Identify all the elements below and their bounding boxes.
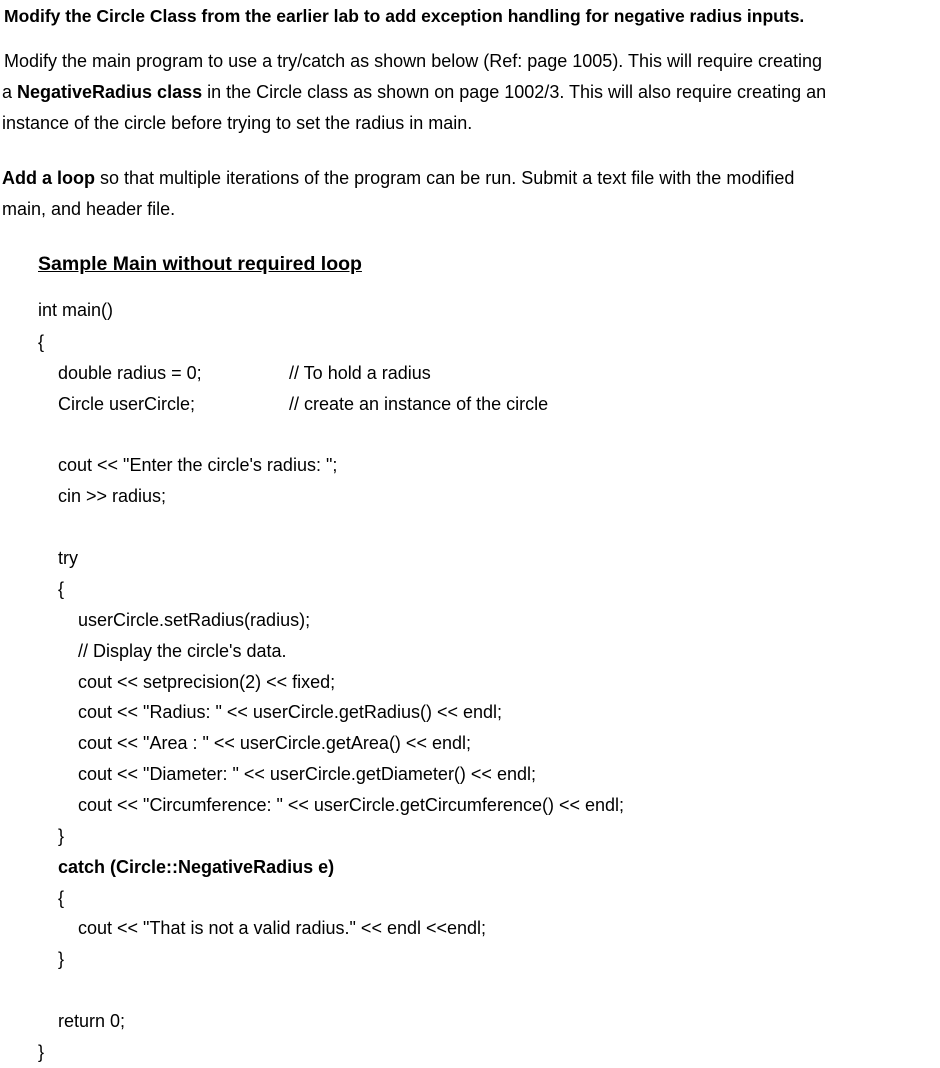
- code-open-try-brace: {: [58, 579, 65, 599]
- paragraph1-line2: [2, 82, 826, 104]
- code-open-main-brace: {: [38, 332, 45, 352]
- code-close-try-brace: }: [58, 826, 65, 846]
- code-set-radius: userCircle.setRadius(radius);: [78, 610, 311, 630]
- code-main-signature: int main(): [38, 300, 114, 320]
- paragraph1-line3: instance of the circle before trying to set the radius in main.: [2, 113, 473, 133]
- code-try-keyword: try: [58, 548, 78, 568]
- code-comment-circle: // create an instance of the circle: [289, 394, 549, 414]
- paragraph2-line1: [2, 168, 794, 190]
- code-decl-circle: Circle userCircle;: [58, 394, 196, 414]
- code-cout-radius: cout << "Radius: " << userCircle.getRadius() << endl;: [78, 702, 503, 722]
- page-heading: Modify the Circle Class from the earlier lab to add exception handling for negative radius inputs.: [4, 6, 805, 26]
- sample-title: Sample Main without required loop: [38, 253, 362, 275]
- code-comment-radius: // To hold a radius: [289, 363, 431, 383]
- code-cout-invalid: cout << "That is not a valid radius." << endl <<endl;: [78, 918, 487, 938]
- code-cout-diameter: cout << "Diameter: " << userCircle.getDiameter() << endl;: [78, 764, 536, 784]
- paragraph2-line1-suffix: so that multiple iterations of the program can be run. Submit a text file with the modified: [95, 168, 795, 188]
- code-open-catch-brace: {: [58, 888, 65, 908]
- code-cout-precision: cout << setprecision(2) << fixed;: [78, 672, 336, 692]
- paragraph1-line2-prefix: a: [2, 82, 18, 102]
- code-cout-prompt: cout << "Enter the circle's radius: ";: [58, 455, 338, 475]
- code-close-main-brace: }: [38, 1042, 45, 1062]
- code-decl-radius: double radius = 0;: [58, 363, 202, 383]
- code-cout-area: cout << "Area : " << userCircle.getArea() << endl;: [78, 733, 471, 753]
- paragraph1-line1: Modify the main program to use a try/catch as shown below (Ref: page 1005). This will require creating: [4, 51, 823, 71]
- code-cout-circumference: cout << "Circumference: " << userCircle.getCircumference() << endl;: [78, 795, 625, 815]
- code-catch-statement: catch (Circle::NegativeRadius e): [58, 857, 335, 877]
- code-close-catch-brace: }: [58, 949, 65, 969]
- add-loop-term: Add a loop: [2, 168, 95, 188]
- code-cin-radius: cin >> radius;: [58, 486, 167, 506]
- negative-radius-class-term: NegativeRadius class: [17, 82, 203, 102]
- paragraph1-line2-suffix: in the Circle class as shown on page 1002/3. This will also require creating an: [202, 82, 827, 102]
- paragraph2-line2: main, and header file.: [2, 199, 176, 219]
- code-return-statement: return 0;: [58, 1011, 126, 1031]
- code-comment-display: // Display the circle's data.: [78, 641, 287, 661]
